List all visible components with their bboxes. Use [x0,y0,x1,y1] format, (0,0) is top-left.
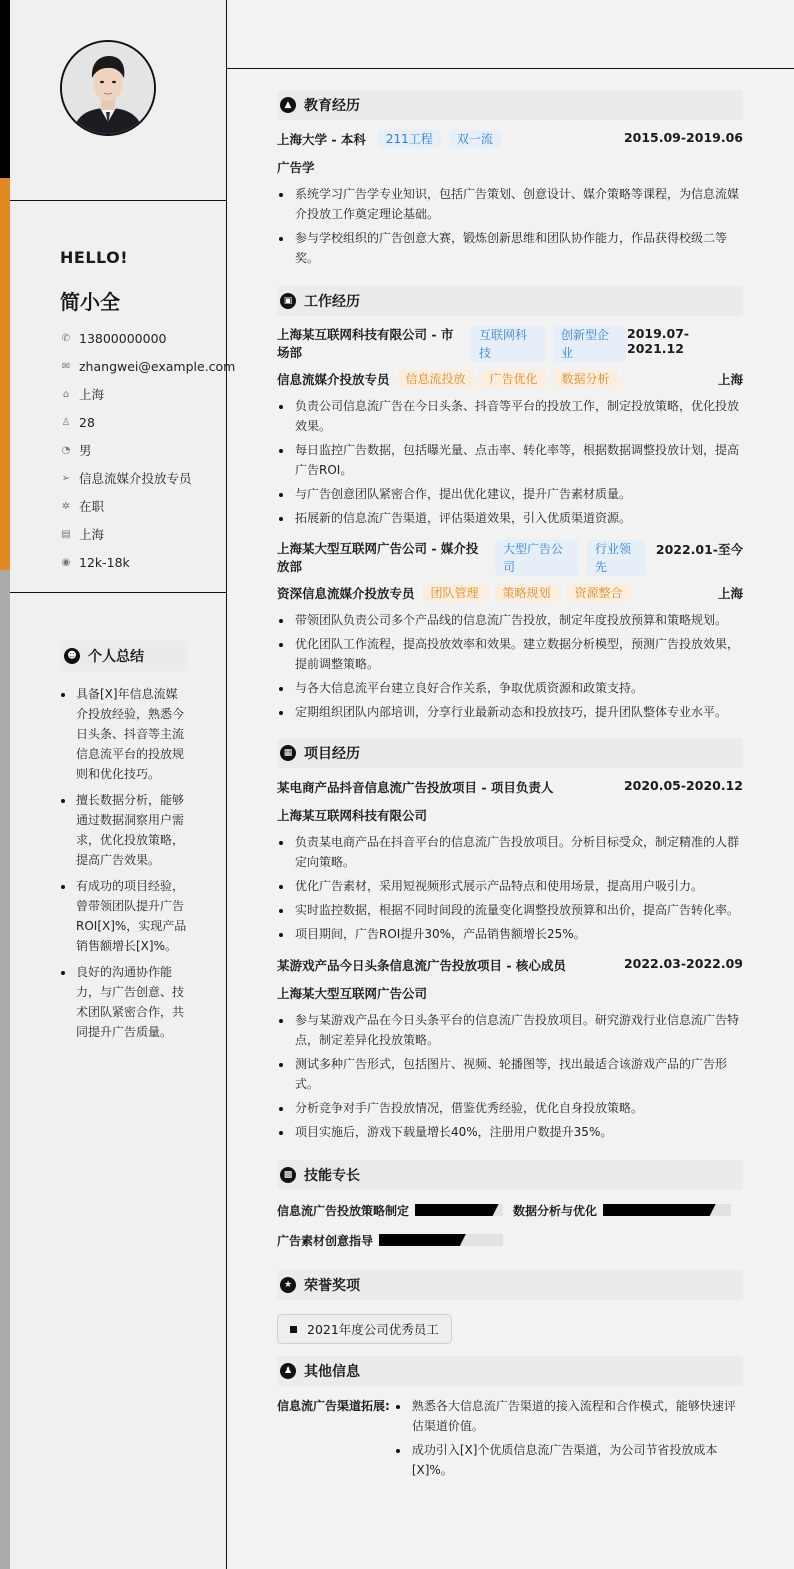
home-icon: ⌂ [62,388,70,400]
status-icon: ✲ [61,500,71,512]
list-item: 测试多种广告形式，包括图片、视频、轮播图等，找出最适合该游戏产品的广告形式。 [277,1054,743,1094]
list-item: 优化广告素材，采用短视频形式展示产品特点和使用场景，提高用户吸引力。 [277,876,743,896]
info-target-city: ▤ 上海 [61,527,105,542]
skill-item: 数据分析与优化 [513,1200,731,1220]
skill-bar-fill [603,1204,716,1216]
job-entry [277,540,743,722]
role-title: 信息流媒介投放专员 [277,372,390,387]
tag: 互联网科技 [471,326,545,362]
tag: 团队管理 [423,584,487,602]
list-item: 拓展新的信息流广告渠道，评估渠道效果，引入优质渠道资源。 [277,508,743,528]
list-item: 擅长数据分析，能够通过数据洞察用户需求，优化投放策略，提高广告效果。 [60,790,188,870]
list-item: 有成功的项目经验，曾带领团队提升广告ROI[X]%，实现产品销售额增长[X]%。 [60,876,188,956]
main-content [277,90,743,1484]
tag: 大型广告公司 [495,540,579,576]
avatar-portrait-icon [62,42,154,134]
other-section [277,1356,743,1484]
section-heading: ★ 荣誉奖项 [277,1270,743,1300]
major: 广告学 [277,160,315,175]
list-item: 成功引入[X]个优质信息流广告渠道，为公司节省投放成本[X]%。 [394,1440,743,1480]
skill-bar-fill [379,1234,466,1246]
education-bullets [277,184,743,268]
company-name: 上海某互联网科技有限公司 - 市场部 [277,327,454,360]
list-item: 项目期间，广告ROI提升30%，产品销售额增长25%。 [277,924,743,944]
skill-bar [415,1204,503,1216]
project-name: 某游戏产品今日头条信息流广告投放项目 - 核心成员 [277,958,566,973]
hello-heading: HELLO! [60,248,129,267]
education-row [277,130,743,148]
list-item: 熟悉各大信息流广告渠道的接入流程和合作模式，能够快速评估渠道价值。 [394,1396,743,1436]
square-icon [290,1326,297,1333]
list-item: 参与学校组织的广告创意大赛，锻炼创新思维和团队协作能力，作品获得校级二等奖。 [277,228,743,268]
age-icon: ♙ [61,416,71,428]
other-row [277,1396,743,1484]
info-position: ➢ 信息流媒介投放专员 [61,471,192,486]
info-age: ♙ 28 [61,414,95,430]
work-section [277,286,743,722]
list-item: 实时监控数据，根据不同时间段的流量变化调整投放预算和出价，提高广告转化率。 [277,900,743,920]
building-icon: ▤ [61,528,71,540]
job-bullets [277,396,743,528]
list-item: 优化团队工作流程，提高投放效率和效果。建立数据分析模型，预测广告投放效果，提前调整策略。 [277,634,743,674]
user-icon: ☻ [64,648,80,664]
section-heading: ▣ 工作经历 [277,286,743,316]
job-entry [277,326,743,528]
info-status: ✲ 在职 [61,499,105,514]
tag: 行业领先 [587,540,645,576]
tag: 策略规划 [495,584,559,602]
summary-list [60,684,188,1048]
period: 2015.09-2019.06 [623,130,743,145]
info-gender: ◔ 男 [61,443,92,458]
list-item: 分析竞争对手广告投放情况，借鉴优秀经验，优化自身投放策略。 [277,1098,743,1118]
list-item: 系统学习广告学专业知识，包括广告策划、创意设计、媒介策略等课程，为信息流媒介投放工作奠定理论基础。 [277,184,743,224]
info-city: ⌂ 上海 [60,380,235,408]
list-item: 与广告创意团队紧密合作，提出优化建议，提升广告素材质量。 [277,484,743,504]
list-item: 良好的沟通协作能力，与广告创意、技术团队紧密合作，共同提升广告质量。 [60,962,188,1042]
send-icon: ➢ [61,472,71,484]
gender-icon: ◔ [61,444,71,456]
job-bullets [277,610,743,722]
list-item: 带领团队负责公司多个产品线的信息流广告投放，制定年度投放预算和策略规划。 [277,610,743,630]
list-item: 参与某游戏产品在今日头条平台的信息流广告投放项目。研究游戏行业信息流广告特点，制定差异化投放策略。 [277,1010,743,1050]
skill-item: 信息流广告投放策略制定 [277,1200,503,1220]
period: 2019.07-2021.12 [627,326,690,356]
profile-name: 简小全 [60,290,120,314]
job-city: 上海 [717,586,743,601]
grid-icon: ▦ [280,745,296,761]
sidebar [10,0,236,1569]
tag: 广告优化 [482,370,546,388]
skill-bar [603,1204,731,1216]
rail-segment-black [0,0,10,178]
section-heading: ▲ 教育经历 [277,90,743,120]
section-heading: ♟ 其他信息 [277,1356,743,1386]
tag: 双一流 [449,130,501,148]
phone-icon: ✆ [61,332,71,344]
header-divider [227,68,794,69]
list-item: 项目实施后，游戏下载量增长40%，注册用户数提升35%。 [277,1122,743,1142]
info-phone: ✆ 13800000000 [61,330,167,346]
section-heading: ▦ 项目经历 [277,738,743,768]
education-section [277,90,743,268]
role-title: 资深信息流媒介投放专员 [277,586,415,601]
rail-segment-gray [0,570,10,1569]
period: 2022.03-2022.09 [623,956,743,971]
tag: 信息流投放 [398,370,474,388]
job-city: 上海 [717,372,743,387]
info-email: ✉ zhangwei@example.com [61,358,236,374]
rail-segment-orange [0,178,10,570]
list-item: 定期组织团队内部培训，分享行业最新动态和投放技巧，提升团队整体专业水平。 [277,702,743,722]
award-badge: 2021年度公司优秀员工 [277,1314,452,1344]
list-item: 与各大信息流平台建立良好合作关系，争取优质资源和政策支持。 [277,678,743,698]
color-rail [0,0,10,1569]
company-name: 上海某大型互联网广告公司 - 媒介投放部 [277,541,479,574]
bar-chart-icon: ▩ [280,1167,296,1183]
skill-bar-fill [415,1204,499,1216]
list-item: 负责公司信息流广告在今日头条、抖音等平台的投放工作，制定投放策略，优化投放效果。 [277,396,743,436]
sidebar-divider [10,200,227,201]
salary-icon: ◉ [61,556,71,568]
list-item: 负责某电商产品在抖音平台的信息流广告投放项目。分析目标受众，制定精准的人群定向策略。 [277,832,743,872]
project-org: 上海某大型互联网广告公司 [277,986,428,1001]
projects-section [277,738,743,1142]
list-item: 具备[X]年信息流媒介投放经验，熟悉今日头条、抖音等主流信息流平台的投放规则和优化技巧。 [60,684,188,784]
skills-row [277,1200,743,1220]
list-item: 每日监控广告数据，包括曝光量、点击率、转化率等，根据数据调整投放计划，提高广告ROI。 [277,440,743,480]
contact-info-list [60,324,235,576]
briefcase-icon: ▣ [280,293,296,309]
skills-section [277,1160,743,1250]
tag: 创新型企业 [553,326,627,362]
project-org: 上海某互联网科技有限公司 [277,808,428,823]
info-salary: ◉ 12k-18k [61,554,130,570]
project-name: 某电商产品抖音信息流广告投放项目 - 项目负责人 [277,780,554,795]
school-name: 上海大学 - 本科 [277,132,366,147]
graduation-cap-icon: ▲ [280,97,296,113]
awards-section [277,1270,743,1344]
tag: 数据分析 [554,370,618,388]
project-bullets [277,832,743,944]
project-entry [277,778,743,944]
project-bullets [277,1010,743,1142]
avatar [60,40,156,136]
period: 2022.01-至今 [655,542,743,557]
person-icon: ♟ [280,1363,296,1379]
award-icon: ★ [280,1277,296,1293]
section-heading: ▩ 技能专长 [277,1160,743,1190]
sidebar-divider [10,592,227,593]
tag: 211工程 [378,130,441,148]
other-label: 信息流广告渠道拓展: [277,1399,390,1413]
mail-icon: ✉ [61,360,71,372]
other-bullets [394,1396,743,1484]
period: 2020.05-2020.12 [623,778,743,793]
skill-item: 广告素材创意指导 [277,1230,743,1250]
project-entry [277,956,743,1142]
summary-heading: ☻ 个人总结 [60,641,188,671]
skill-bar [379,1234,503,1246]
tag: 资源整合 [567,584,631,602]
